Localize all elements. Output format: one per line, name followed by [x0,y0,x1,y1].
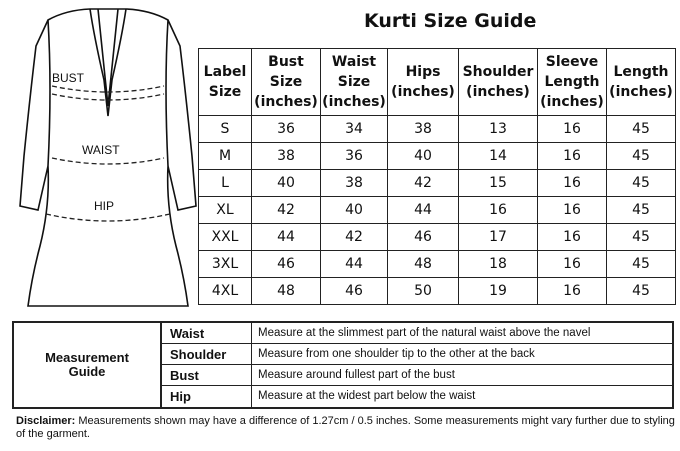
size-value-cell: 19 [459,278,538,305]
size-value-cell: 16 [538,224,607,251]
size-value-cell: 38 [388,116,459,143]
guide-key: Hip [160,386,252,407]
header-sleeve-length: Sleeve Length (inches) [538,49,607,116]
guide-value: Measure at the slimmest part of the natural waist above the navel [258,327,591,339]
guide-row-hip [160,386,672,407]
size-label-cell: 3XL [199,251,252,278]
size-value-cell: 17 [459,224,538,251]
disclaimer-text: Measurements shown may have a difference of 1.27cm / 0.5 inches. Some measurements might vary further due to styling of the garment. [16,415,675,440]
size-value-cell: 45 [607,170,676,197]
size-value-cell: 46 [321,278,388,305]
header-shoulder: Shoulder (inches) [459,49,538,116]
guide-value: Measure around fullest part of the bust [258,369,455,381]
size-value-cell: 13 [459,116,538,143]
disclaimer-label: Disclaimer: [16,415,76,427]
guide-key: Shoulder [160,344,252,364]
size-value-cell: 36 [321,143,388,170]
size-value-cell: 40 [321,197,388,224]
size-row [199,224,676,251]
size-row [199,116,676,143]
size-value-cell: 46 [388,224,459,251]
guide-value: Measure at the widest part below the waist [258,390,476,402]
size-value-cell: 38 [321,170,388,197]
header-label-size: Label Size [199,49,252,116]
size-value-cell: 38 [252,143,321,170]
page-title: Kurti Size Guide [364,10,537,32]
size-row [199,170,676,197]
size-value-cell: 36 [252,116,321,143]
size-value-cell: 42 [252,197,321,224]
size-row [199,278,676,305]
size-value-cell: 16 [538,278,607,305]
kurti-illustration [8,6,198,312]
size-value-cell: 16 [459,197,538,224]
guide-key: Waist [160,323,252,343]
guide-row-bust [160,365,672,386]
disclaimer [16,415,676,441]
size-value-cell: 15 [459,170,538,197]
size-label-cell: S [199,116,252,143]
size-value-cell: 45 [607,251,676,278]
size-label-cell: XXL [199,224,252,251]
guide-row-waist [160,323,672,344]
size-value-cell: 44 [388,197,459,224]
size-value-cell: 45 [607,224,676,251]
size-table-header-row [199,49,676,116]
size-label-cell: 4XL [199,278,252,305]
size-row [199,143,676,170]
header-waist: Waist Size (inches) [321,49,388,116]
size-row [199,251,676,278]
size-label-cell: L [199,170,252,197]
size-value-cell: 44 [321,251,388,278]
size-value-cell: 48 [252,278,321,305]
size-value-cell: 45 [607,116,676,143]
size-value-cell: 45 [607,278,676,305]
header-hips: Hips (inches) [388,49,459,116]
size-value-cell: 16 [538,170,607,197]
guide-key: Bust [160,365,252,385]
size-value-cell: 42 [321,224,388,251]
waist-label: WAIST [82,143,120,157]
size-value-cell: 45 [607,143,676,170]
size-value-cell: 50 [388,278,459,305]
size-value-cell: 40 [388,143,459,170]
measurement-guide [12,321,674,409]
measurement-guide-title: Measurement Guide [14,323,162,407]
header-length: Length (inches) [607,49,676,116]
size-value-cell: 46 [252,251,321,278]
size-value-cell: 18 [459,251,538,278]
guide-row-shoulder [160,344,672,365]
size-value-cell: 16 [538,251,607,278]
size-label-cell: M [199,143,252,170]
size-value-cell: 42 [388,170,459,197]
size-value-cell: 45 [607,197,676,224]
size-table [198,48,676,305]
size-label-cell: XL [199,197,252,224]
size-value-cell: 16 [538,116,607,143]
header-bust: Bust Size (inches) [252,49,321,116]
size-value-cell: 16 [538,197,607,224]
size-value-cell: 16 [538,143,607,170]
size-value-cell: 14 [459,143,538,170]
size-value-cell: 48 [388,251,459,278]
bust-label: BUST [52,71,85,85]
size-value-cell: 44 [252,224,321,251]
size-value-cell: 34 [321,116,388,143]
size-row [199,197,676,224]
size-value-cell: 40 [252,170,321,197]
hip-label: HIP [94,199,115,213]
guide-value: Measure from one shoulder tip to the other at the back [258,348,535,360]
